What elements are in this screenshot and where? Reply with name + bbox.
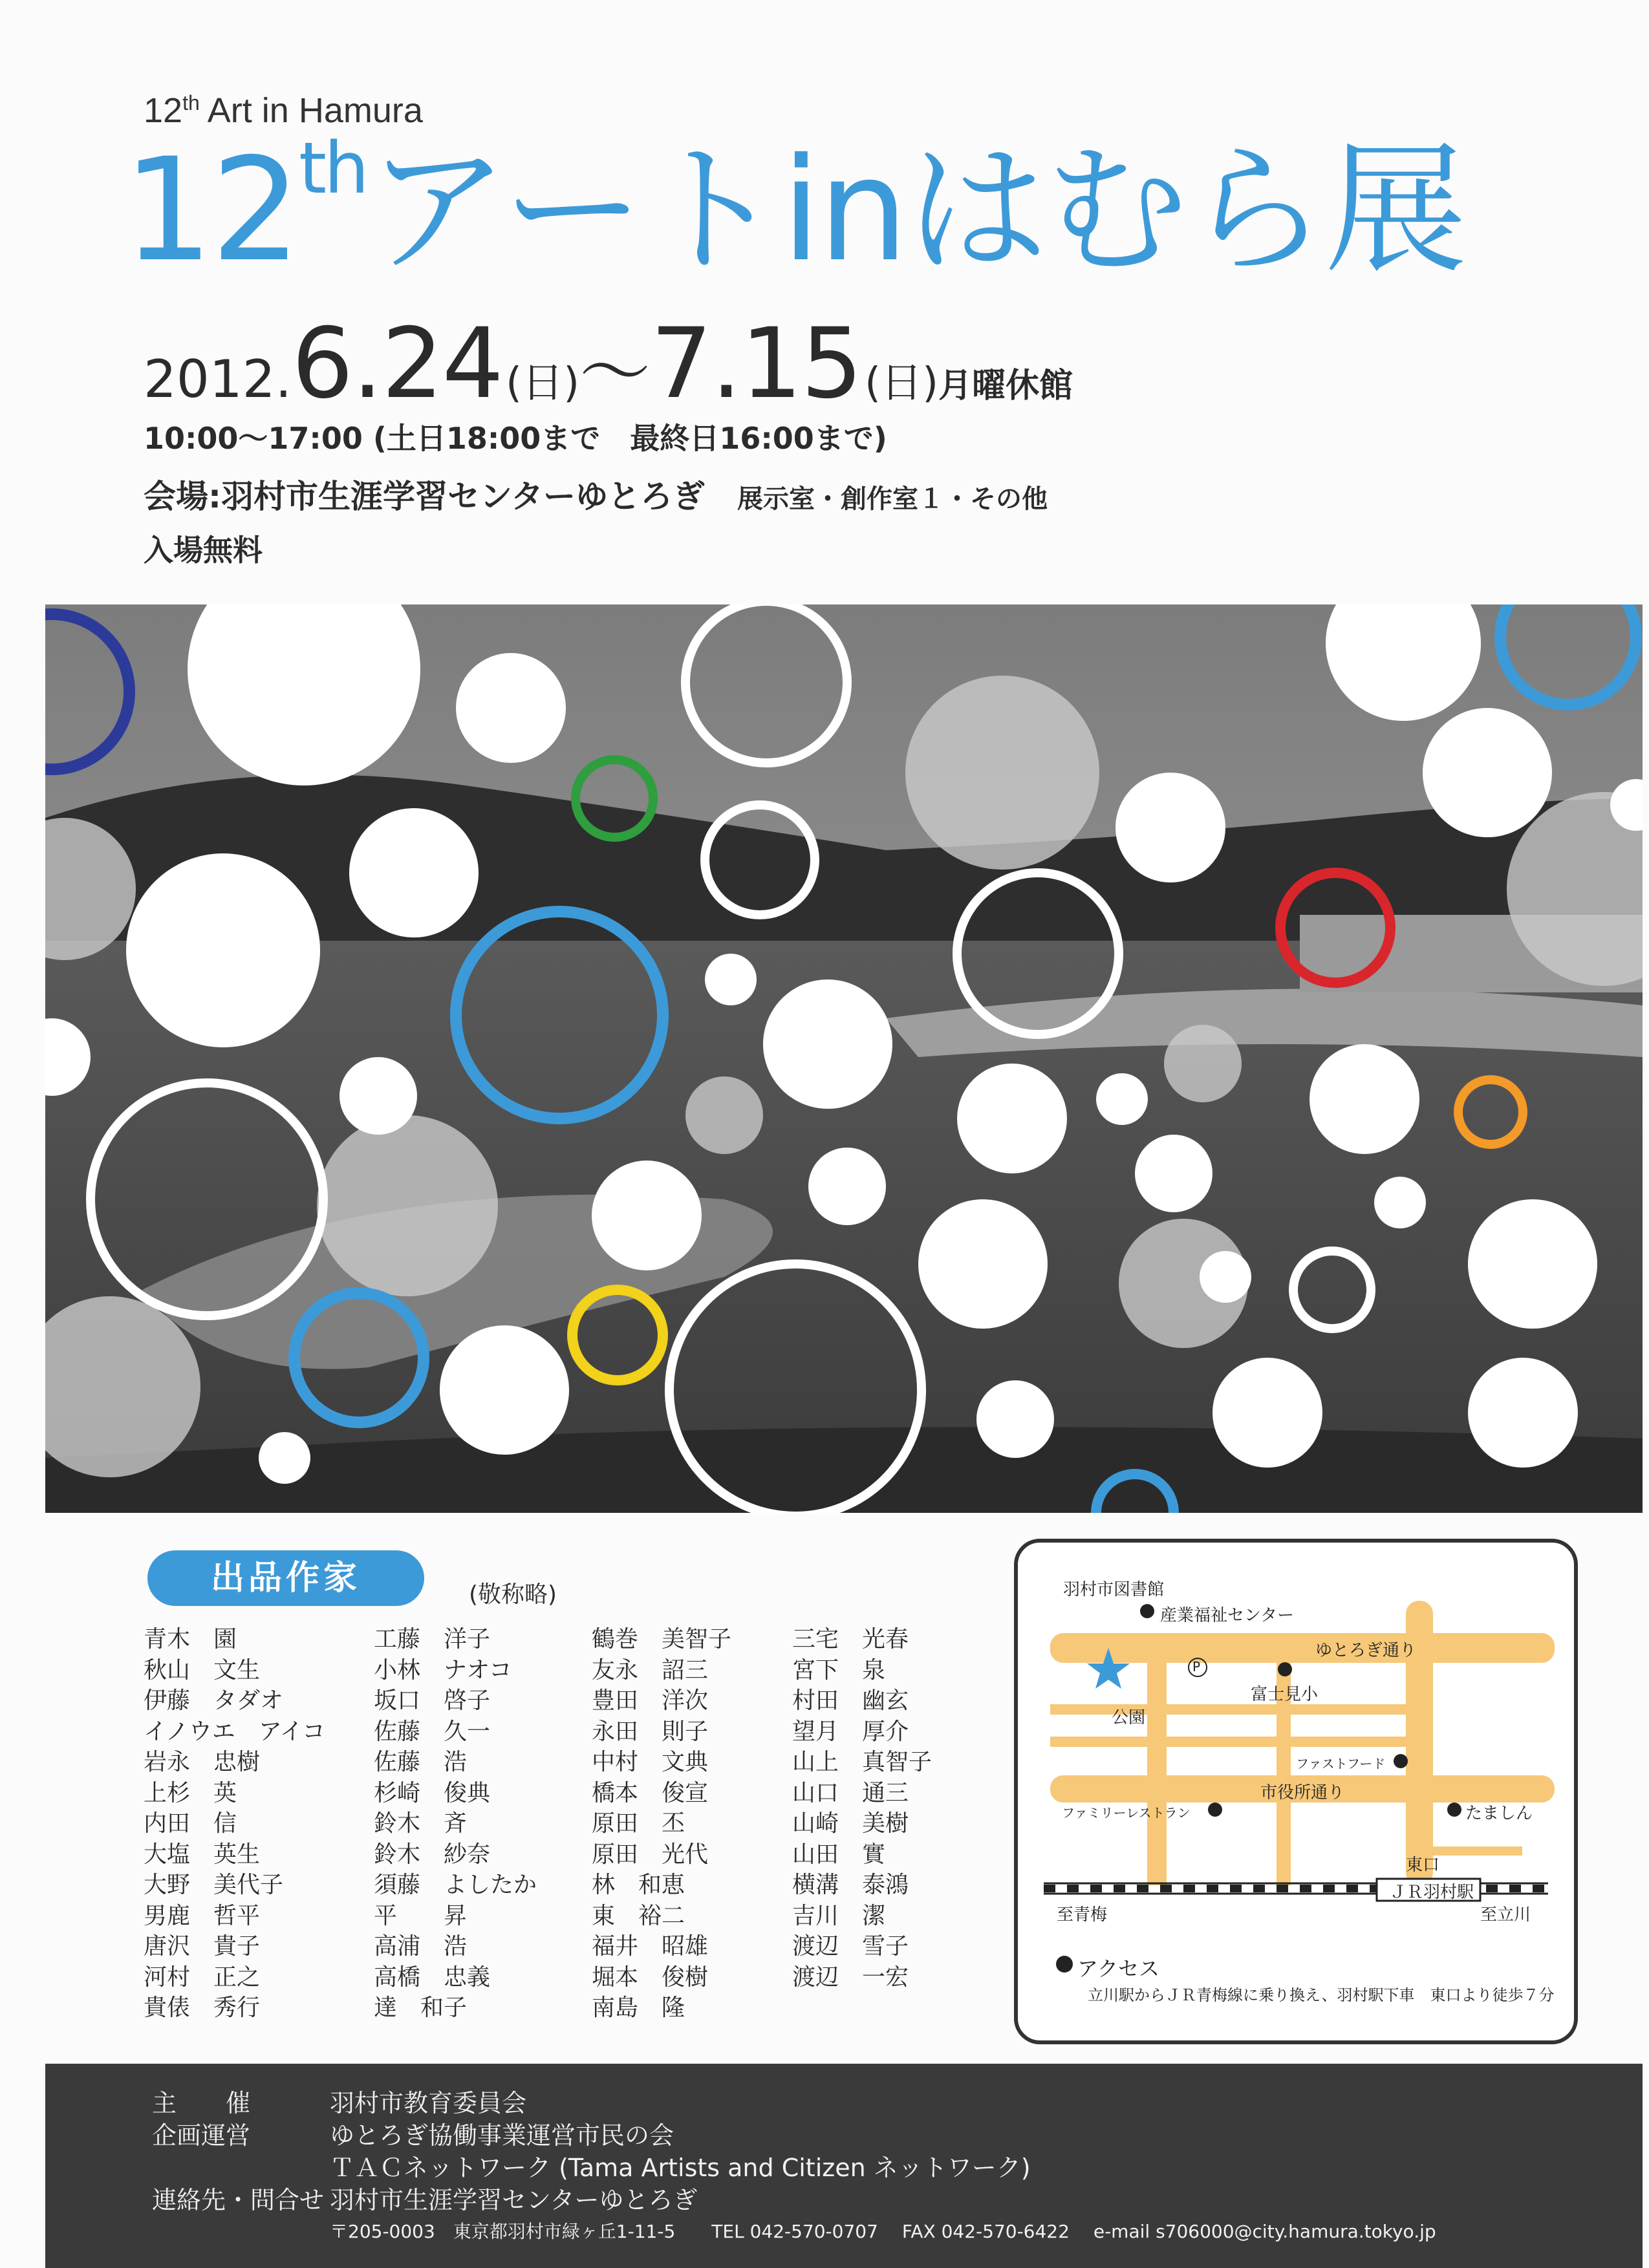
artist-name: 渡辺 一宏 [792,1963,909,1991]
map-label-city-hall-street: 市役所通り [1260,1783,1345,1803]
parking-icon: P [1192,1659,1201,1674]
start-date: 6.24 [292,308,503,420]
artist-name: 友永 詔三 [592,1656,709,1684]
closed-day: 月曜休館 [938,367,1073,405]
artist-list-column-3 [592,1624,731,2024]
artist-list-column-4 [792,1624,932,1993]
artist-name: 伊藤 タダオ [144,1687,284,1714]
venue-name: 会場:羽村市生涯学習センターゆとろぎ [144,478,705,515]
contact-label: 連絡先・問合せ [152,2186,325,2214]
artist-name: 佐藤 浩 [374,1749,468,1775]
artist-name: 唐沢 貴子 [144,1933,261,1960]
artist-name: 望月 厚介 [792,1718,909,1745]
artist-name: 中村 文典 [592,1749,709,1775]
access-text: 立川駅からＪＲ青梅線に乗り換え、羽村駅下車 東口より徒歩７分 [1088,1986,1555,2004]
footer [45,2064,1643,2268]
artist-name: 福井 昭雄 [592,1933,709,1960]
artist-name: 山口 通三 [792,1779,909,1806]
artist-name: 上杉 英 [144,1779,237,1806]
opening-hours: 10:00～17:00 (土日18:00まで 最終日16:00まで) [144,421,887,456]
venue [144,471,1048,517]
artist-name: 山上 真智子 [792,1749,932,1775]
page-title: 12thアートinはむら展 [123,127,1465,293]
artist-name: 内田 信 [144,1810,237,1837]
date-range-tilde: ～ [579,331,651,414]
artist-name: 村田 幽玄 [792,1687,909,1714]
artist-name: 宮下 泉 [792,1656,886,1684]
artists-heading: 出品作家 [147,1550,424,1606]
artist-name: 河村 正之 [144,1963,261,1991]
map-label-park: 公園 [1112,1708,1146,1728]
artist-name: 男鹿 哲平 [144,1902,261,1929]
artist-name: 高橋 忠義 [374,1963,491,1991]
artist-name: 大塩 英生 [144,1841,261,1868]
artist-name: 達 和子 [374,1995,468,2021]
artist-name: 杉崎 俊典 [374,1779,491,1806]
artist-name: 秋山 文生 [144,1656,261,1684]
organizer-label: 主 催 [152,2089,251,2117]
artist-name: 須藤 よしたか [374,1872,537,1898]
artist-name: 山崎 美樹 [792,1810,909,1837]
artist-name: 佐藤 久一 [374,1718,491,1745]
honorific-note: (敬称略) [469,1581,557,1608]
planning-organizer-2: ＴＡＣネットワーク (Tama Artists and Citizen ネットワーク) [330,2154,1031,2182]
artist-name: 原田 丕 [592,1810,685,1837]
artist-name: 林 和恵 [592,1872,685,1898]
map-label-industry-center: 産業福祉センター [1160,1606,1294,1625]
artist-name: 鈴木 斉 [374,1810,468,1837]
admission: 入場無料 [144,533,263,568]
river-photo-illustration [45,604,1643,1513]
map-label-east-exit: 東口 [1406,1856,1440,1875]
artist-name: 平 昇 [374,1902,468,1929]
planning-label: 企画運営 [152,2121,251,2150]
access-map [1014,1539,1578,2044]
artist-name: 岩永 忠樹 [144,1749,261,1775]
venue-rooms: 展示室・創作室１・その他 [737,484,1048,514]
map-label-station: ＪＲ羽村駅 [1390,1883,1474,1902]
map-label-fast-food: ファストフード [1296,1756,1386,1771]
artist-name: 小林 ナオコ [374,1656,512,1684]
artist-name: イノウエ アイコ [144,1718,326,1745]
map-label-tamashin: たましん [1465,1804,1533,1823]
artist-name: 横溝 泰鴻 [792,1872,909,1898]
end-day-of-week: (日) [865,359,939,407]
artist-name: 永田 則子 [592,1718,709,1745]
artist-name: 南島 隆 [592,1995,685,2021]
map-label-to-tachikawa: 至立川 [1480,1905,1531,1925]
map-label-to-ome: 至青梅 [1057,1905,1108,1925]
artist-name: 鈴木 紗奈 [374,1841,491,1868]
artist-name: 工藤 洋子 [374,1626,491,1653]
contact-organization: 羽村市生涯学習センターゆとろぎ [330,2186,698,2214]
year: 2012. [144,349,292,409]
artist-name: 山田 實 [792,1841,886,1868]
artist-name: 貴俵 秀行 [144,1995,261,2021]
map-label-fujimi-school: 富士見小 [1251,1685,1319,1704]
artist-list-column-1 [144,1624,325,2024]
contact-details: 〒205-0003 東京都羽村市緑ヶ丘1-11-5 TEL 042-570-0707 FAX 042-570-6422 e-mail s706000@city.hamura.tokyo.jp [330,2221,1436,2242]
subtitle-english: 12th Art in Hamura [144,91,423,130]
artist-list-column-2 [374,1624,537,2024]
artist-name: 渡辺 雪子 [792,1933,909,1960]
artist-name: 吉川 潔 [792,1902,886,1929]
artist-name: 東 裕二 [592,1902,685,1929]
artist-name: 三宅 光春 [792,1626,909,1653]
exhibition-dates [144,308,1073,420]
artist-name: 橋本 俊宣 [592,1779,709,1806]
artist-name: 坂口 啓子 [374,1687,491,1714]
access-title: アクセス [1077,1956,1160,1981]
map-label-family-restaurant: ファミリーレストラン [1062,1805,1191,1821]
map-label-library: 羽村市図書館 [1063,1580,1165,1599]
start-day-of-week: (日) [506,359,580,407]
map-label-yutorogi-street: ゆとろぎ通り [1315,1641,1417,1660]
artist-name: 高浦 浩 [374,1933,468,1960]
artist-name: 原田 光代 [592,1841,709,1868]
planning-organizer-1: ゆとろぎ協働事業運営市民の会 [330,2121,674,2150]
organizer: 羽村市教育委員会 [330,2089,527,2117]
artist-name: 堀本 俊樹 [592,1963,709,1991]
artist-name: 豊田 洋次 [592,1687,709,1714]
artist-name: 大野 美代子 [144,1872,284,1898]
end-date: 7.15 [651,308,862,420]
artist-name: 青木 園 [144,1626,237,1653]
river-photo [45,604,1643,1513]
artist-name: 鶴巻 美智子 [592,1626,732,1653]
